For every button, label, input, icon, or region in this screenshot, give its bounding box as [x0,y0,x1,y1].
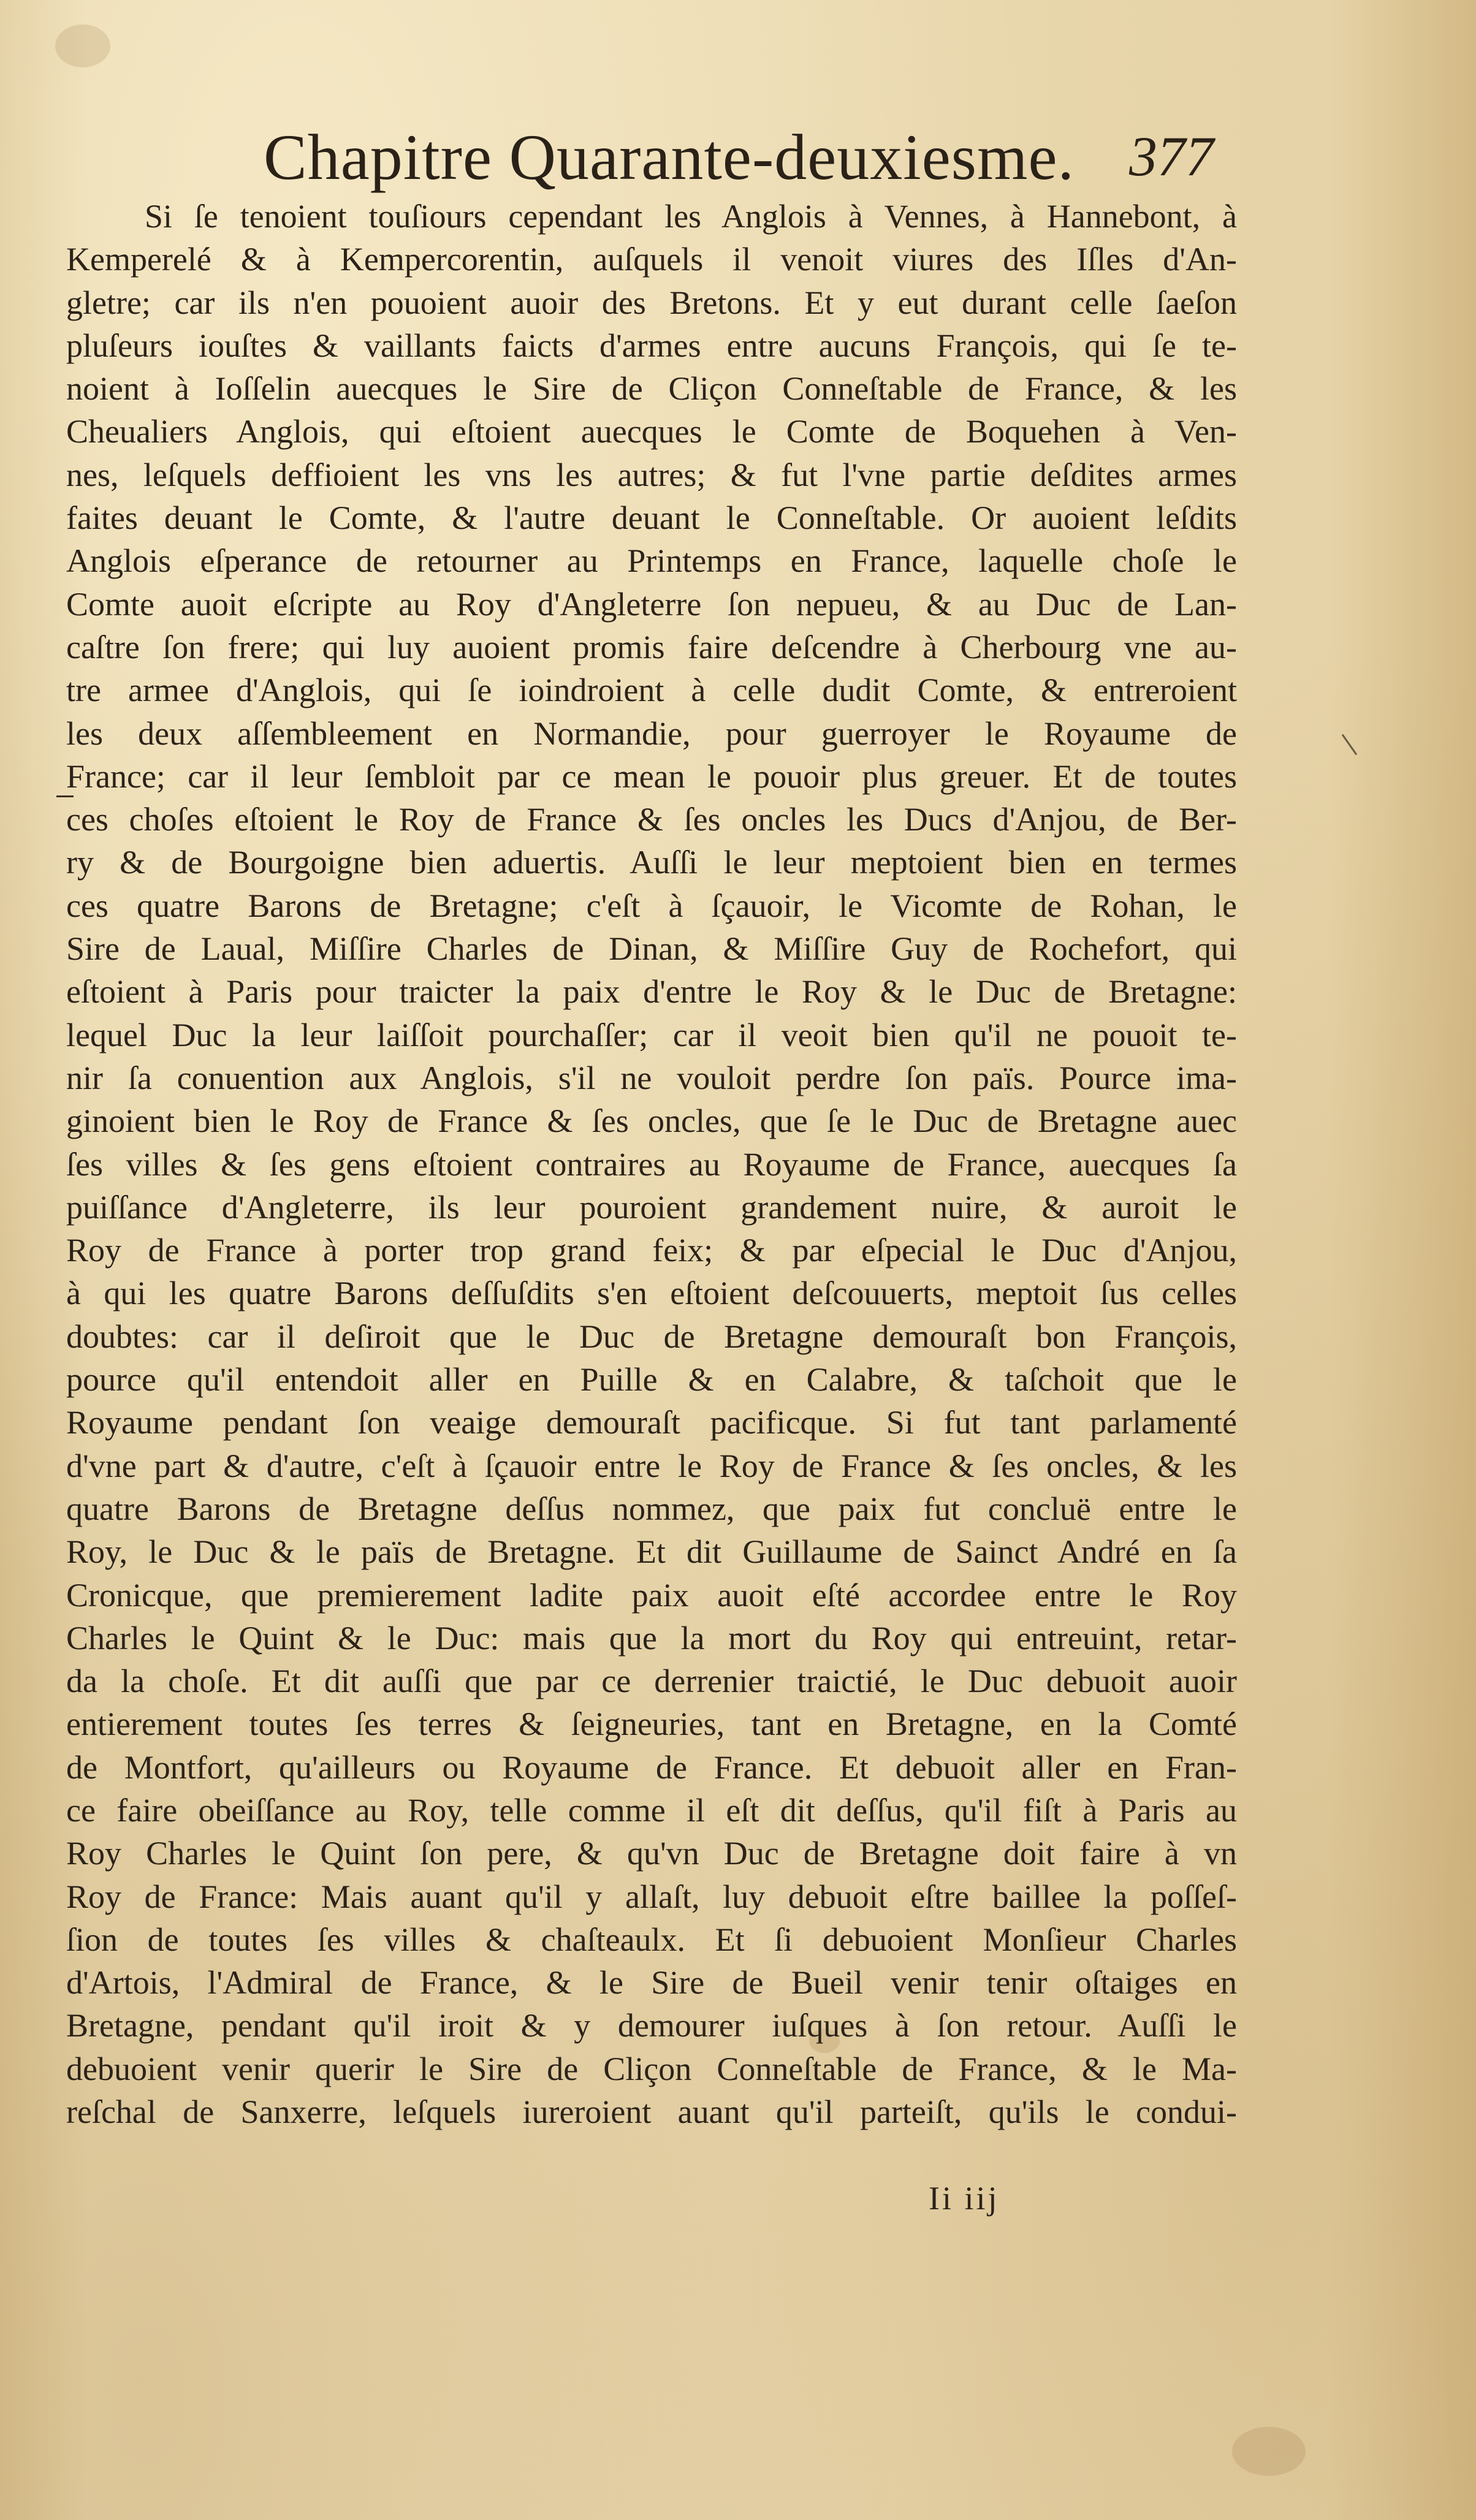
text-line: lequel Duc la leur laiſſoit pourchaſſer; car il veoit bien qu'il ne pouoit te- [66,1016,1237,1053]
text-line: puiſſance d'Angleterre, ils leur pouroient grandement nuire, & auroit le [66,1188,1237,1226]
running-title: Chapitre Quarante-deuxiesme. [264,121,1075,193]
text-line: tre armee d'Anglois, qui ſe ioindroient à celle dudit Comte, & entreroient [66,672,1237,709]
text-line: faites deuant le Comte, & l'autre deuant le Conneſtable. Or auoient leſdits [66,499,1237,537]
text-line: pource qu'il entendoit aller en Puille & en Calabre, & taſchoit que le [66,1361,1237,1399]
text-line: nir ſa conuention aux Anglois, s'il ne vouloit perdre ſon païs. Pource ima- [66,1059,1237,1096]
text-line: ginoient bien le Roy de France & ſes oncles, que ſe le Duc de Bretagne auec [66,1102,1237,1140]
text-line: Bretagne, pendant qu'il iroit & y demourer iuſques à ſon retour. Auſſi le [66,2007,1237,2044]
text-line: pluſeurs iouſtes & vaillants faicts d'armes entre aucuns François, qui ſe te- [66,327,1237,364]
text-line: quatre Barons de Bretagne deſſus nommez, que paix fut concluë entre le [66,1490,1237,1527]
text-line: les deux aſſembleement en Normandie, pour guerroyer le Royaume de [66,715,1237,752]
text-line: Comte auoit eſcripte au Roy d'Angleterre ſon nepueu, & au Duc de Lan- [66,585,1237,623]
text-line: ry & de Bourgoigne bien aduertis. Auſſi le leur meptoient bien en termes [66,844,1237,881]
text-line: ces choſes eſtoient le Roy de France & ſes oncles les Ducs d'Anjou, de Ber- [66,801,1237,838]
text-line: ces quatre Barons de Bretagne; c'eſt à ſçauoir, le Vicomte de Rohan, le [66,887,1237,924]
signature-mark: Ii iij [929,2180,1000,2217]
paper-stain [1232,2427,1306,2476]
text-line: debuoient venir querir le Sire de Cliçon Conneſtable de France, & le Ma- [66,2050,1237,2087]
text-line: d'vne part & d'autre, c'eſt à ſçauoir entre le Roy de France & ſes oncles, & les [66,1447,1237,1484]
text-line: Si ſe tenoient touſiours cependant les Anglois à Vennes, à Hannebont, à [145,198,1237,235]
text-line: de Montfort, qu'ailleurs ou Royaume de France. Et debuoit aller en Fran- [66,1748,1237,1786]
paper-stain [55,25,110,67]
text-line: Cronicque, que premierement ladite paix auoit eſté accordee entre le Roy [66,1576,1237,1614]
text-line: da la choſe. Et dit auſſi que par ce derrenier traictié, le Duc debuoit auoir [66,1663,1237,1700]
text-line: Charles le Quint & le Duc: mais que la mort du Roy qui entreuint, retar- [66,1619,1237,1657]
text-line: Sire de Laual, Miſſire Charles de Dinan, & Miſſire Guy de Rochefort, qui [66,930,1237,968]
text-line: gletre; car ils n'en pouoient auoir des Bretons. Et y eut durant celle ſaeſon [66,284,1237,321]
text-line: Roy de France à porter trop grand feix; & par eſpecial le Duc d'Anjou, [66,1232,1237,1269]
margin-mark [1342,734,1357,755]
text-line: à qui les quatre Barons deſſuſdits s'en eſtoient deſcouuerts, meptoit ſus celles [66,1275,1237,1312]
text-line: doubtes: car il deſiroit que le Duc de Bretagne demouraſt bon François, [66,1318,1237,1355]
text-line: ſion de toutes ſes villes & chaſteaulx. Et ſi debuoient Monſieur Charles [66,1921,1237,1958]
page-number: 377 [1129,125,1214,188]
text-line: nes, leſquels deffioient les vns les autres; & fut l'vne partie deſdites armes [66,456,1237,493]
text-line: Roy, le Duc & le païs de Bretagne. Et dit Guillaume de Sainct André en ſa [66,1533,1237,1571]
text-line: d'Artois, l'Admiral de France, & le Sire de Bueil venir tenir oſtaiges en [66,1964,1237,2002]
body-text [66,195,1237,2133]
page-header [257,120,1214,194]
text-line: Kemperelé & à Kempercorentin, auſquels il venoit viures des Iſles d'An- [66,241,1237,278]
text-line: reſchal de Sanxerre, leſquels iureroient auant qu'il parteiſt, qu'ils le condui- [66,2093,1237,2131]
text-line: entierement toutes ſes terres & ſeigneuries, tant en Bretagne, en la Comté [66,1706,1237,1743]
text-line: Royaume pendant ſon veaige demouraſt pacificque. Si fut tant parlamenté [66,1404,1237,1441]
text-line: caſtre ſon frere; qui luy auoient promis faire deſcendre à Cherbourg vne au- [66,628,1237,666]
text-line: ce faire obeiſſance au Roy, telle comme il eſt dit deſſus, qu'il fiſt à Paris au [66,1791,1237,1829]
text-line: Roy de France: Mais auant qu'il y allaſt, luy debuoit eſtre baillee la poſſeſ- [66,1878,1237,1915]
text-line: Roy Charles le Quint ſon pere, & qu'vn Duc de Bretagne doit faire à vn [66,1835,1237,1872]
text-line: Cheualiers Anglois, qui eſtoient auecques le Comte de Boquehen à Ven- [66,413,1237,450]
text-line: France; car il leur ſembloit par ce mean le pouoir plus greuer. Et de toutes [66,757,1237,795]
text-line: Anglois eſperance de retourner au Printemps en France, laquelle choſe le [66,542,1237,580]
text-line: eſtoient à Paris pour traicter la paix d'entre le Roy & le Duc de Bretagne: [66,973,1237,1011]
text-line: ſes villes & ſes gens eſtoient contraires au Royaume de France, auecques ſa [66,1145,1237,1183]
text-line: noient à Ioſſelin auecques le Sire de Cliçon Conneſtable de France, & les [66,370,1237,408]
